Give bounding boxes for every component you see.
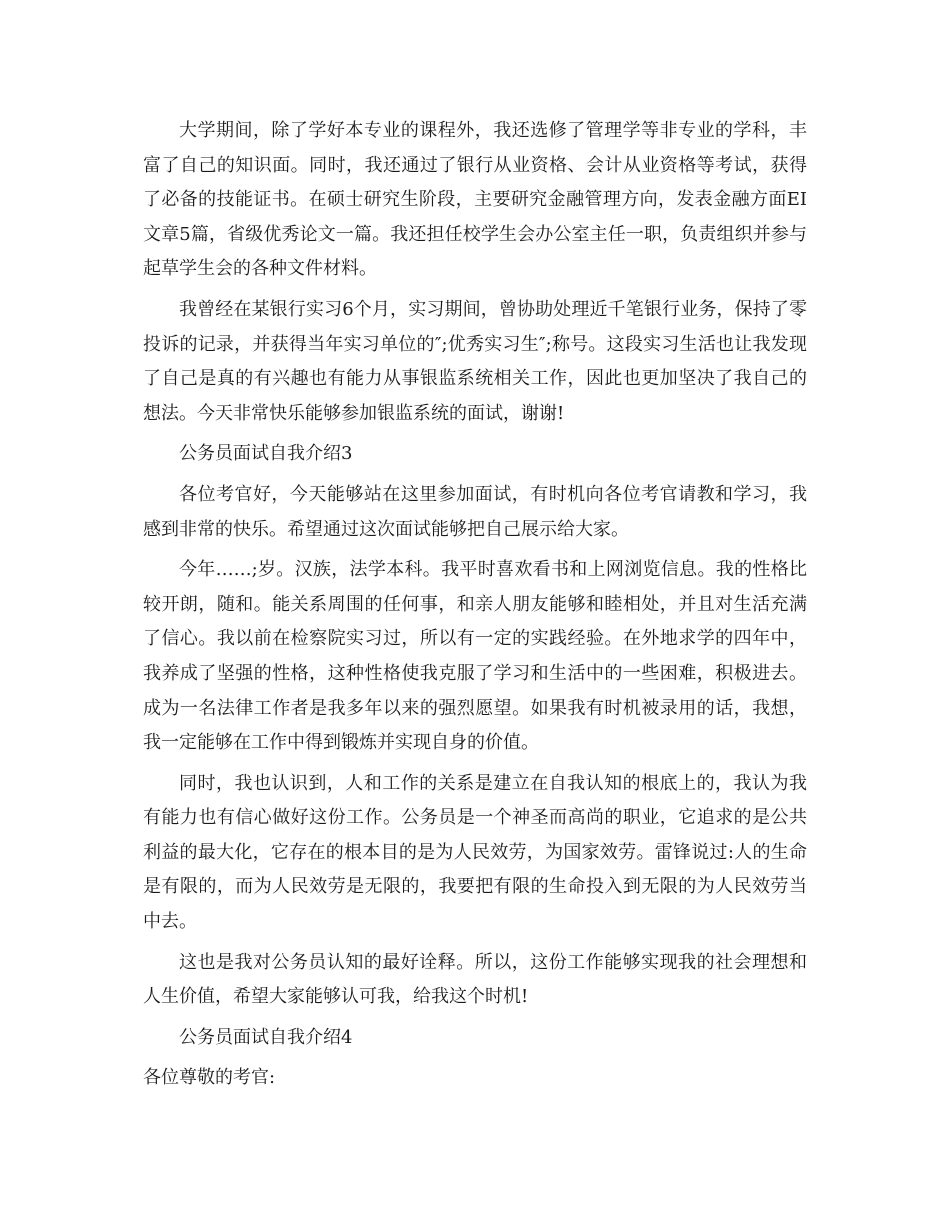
paragraph-bank-internship: 我曾经在某银行实习6个月，实习期间，曾协助处理近千笔银行业务，保持了零投诉的记录，并获得当年实习单位的″;优秀实习生″;称号。这段实习生活也让我发现了自己是真的有兴趣也有能力从事银监系统相关工作，因此也更加坚决了我自己的想法。今天非常快乐能够参加银监系统的面试，谢谢! [143,298,807,424]
paragraph-greeting-examiners: 各位考官好，今天能够站在这里参加面试，有时机向各位考官请教和学习，我感到非常的快乐。希望通过这次面试能够把自己展示给大家。 [143,483,807,540]
paragraph-work-understanding: 同时，我也认识到，人和工作的关系是建立在自我认知的根底上的，我认为我有能力也有信心做好这份工作。公务员是一个神圣而高尚的职业，它追求的是公共利益的最大化，它存在的根本目的是为人民效劳，为国家效劳。雷锋说过:人的生命是有限的，而为人民效劳是无限的，我要把有限的生命投入到无限的为人民效劳当中去。 [143,772,807,933]
paragraph-personal-background: 今年……;岁。汉族，法学本科。我平时喜欢看书和上网浏览信息。我的性格比较开朗，随和。能关系周围的任何事，和亲人朋友能够和睦相处，并且对生活充满了信心。我以前在检察院实习过，所以有一定的实践经验。在外地求学的四年中，我养成了坚强的性格，这种性格使我克服了学习和生活中的一些困难，积极进去。成为一名法律工作者是我多年以来的强烈愿望。如果我有时机被录用的话，我想，我一定能够在工作中得到锻炼并实现自身的价值。 [143,559,807,754]
paragraph-conclusion: 这也是我对公务员认知的最好诠释。所以，这份工作能够实现我的社会理想和人生价值，希望大家能够认可我，给我这个时机! [143,951,807,1008]
document-body [143,114,807,1102]
paragraph-university-studies: 大学期间，除了学好本专业的课程外，我还选修了管理学等非专业的学科，丰富了自己的知识面。同时，我还通过了银行从业资格、会计从业资格等考试，获得了必备的技能证书。在硕士研究生阶段，主要研究金融管理方向，发表金融方面EI文章5篇，省级优秀论文一篇。我还担任校学生会办公室主任一职，负责组织并参与起草学生会的各种文件材料。 [143,120,807,280]
section-heading-introduction-4: 公务员面试自我介绍4 [179,1026,353,1048]
salutation: 各位尊敬的考官: [143,1067,276,1089]
section-heading-introduction-3: 公务员面试自我介绍3 [179,443,353,465]
